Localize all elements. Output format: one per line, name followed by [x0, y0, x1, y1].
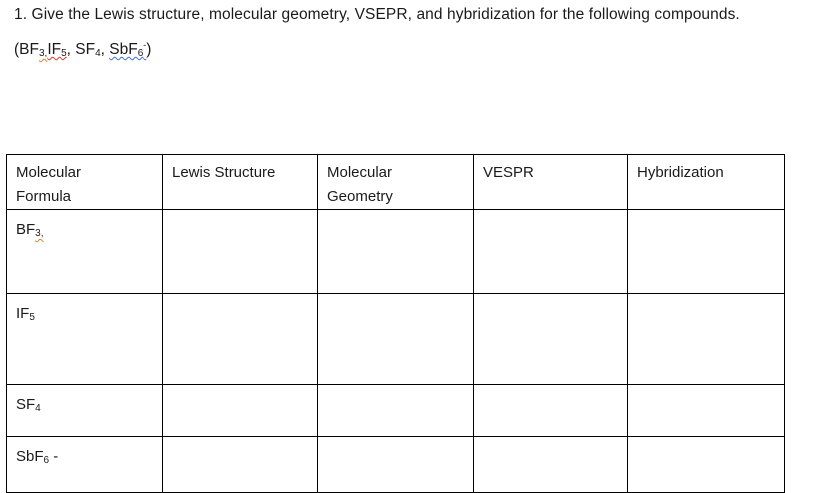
- vespr-cell-bf3[interactable]: [474, 210, 628, 294]
- header-vespr-label: VESPR: [483, 164, 534, 181]
- hybridization-cell-sf4[interactable]: [628, 385, 785, 437]
- hybridization-cell-if5[interactable]: [628, 294, 785, 385]
- compound-list-close: ): [146, 41, 152, 58]
- table-row-bf3: [7, 210, 785, 294]
- formula-cell-sf4: [7, 385, 163, 437]
- lewis-structure-cell-if5[interactable]: [163, 294, 318, 385]
- compound-sbf6-subscript: 6: [137, 48, 144, 59]
- compound-separator-1: , SF: [66, 41, 96, 58]
- compound-separator-2: ,: [100, 41, 110, 58]
- hybridization-cell-sbf6[interactable]: [628, 437, 785, 493]
- compound-sbf6-prefix: SbF: [109, 41, 138, 58]
- header-molecular-geometry-line1: Molecular: [327, 164, 393, 181]
- header-lewis-structure: [163, 155, 318, 210]
- formula-if5-subscript: 5: [29, 312, 35, 323]
- header-molecular-geometry: [318, 155, 474, 210]
- formula-sbf6-suffix: -: [49, 448, 59, 465]
- molecular-geometry-cell-if5[interactable]: [318, 294, 474, 385]
- formula-cell-sbf6: [7, 437, 163, 493]
- formula-if5-prefix: IF: [16, 305, 30, 322]
- table-row-sbf6: [7, 437, 785, 493]
- compound-if5: [47, 41, 66, 58]
- molecular-geometry-cell-sbf6[interactable]: [318, 437, 474, 493]
- compound-list: [14, 40, 151, 59]
- header-molecular-geometry-line2: Geometry: [327, 188, 393, 205]
- vespr-cell-sbf6[interactable]: [474, 437, 628, 493]
- compound-sbf6-charge: -: [143, 40, 147, 50]
- compound-bf3-subscript: 3,: [38, 48, 48, 59]
- table-row-if5: [7, 294, 785, 385]
- lewis-structure-cell-sf4[interactable]: [163, 385, 318, 437]
- table-header-row: [7, 155, 785, 210]
- vespr-cell-sf4[interactable]: [474, 385, 628, 437]
- header-hybridization: [628, 155, 785, 210]
- vespr-cell-if5[interactable]: [474, 294, 628, 385]
- formula-bf3-subscript: 3,: [35, 228, 44, 239]
- header-vespr: [474, 155, 628, 210]
- formula-cell-if5: [7, 294, 163, 385]
- molecular-geometry-cell-sf4[interactable]: [318, 385, 474, 437]
- header-lewis-structure-label: Lewis Structure: [172, 164, 276, 181]
- compound-sbf6: [109, 41, 146, 58]
- formula-sf4-prefix: SF: [16, 396, 36, 413]
- compound-if5-subscript: 5: [61, 48, 67, 59]
- formula-sf4-subscript: 4: [35, 403, 41, 414]
- formula-sbf6-prefix: SbF: [16, 448, 44, 465]
- header-molecular-formula-line2: Formula: [16, 188, 72, 205]
- header-molecular-formula-line1: Molecular: [16, 164, 82, 181]
- compound-sf4-subscript: 4: [95, 48, 101, 59]
- formula-sbf6-subscript: 6: [43, 455, 50, 466]
- formula-bf3-prefix: BF: [16, 221, 36, 238]
- lewis-structure-cell-sbf6[interactable]: [163, 437, 318, 493]
- molecular-geometry-cell-bf3[interactable]: [318, 210, 474, 294]
- table-row-sf4: [7, 385, 785, 437]
- header-molecular-formula: [7, 155, 163, 210]
- formula-cell-bf3: [7, 210, 163, 294]
- header-hybridization-label: Hybridization: [637, 164, 724, 181]
- lewis-structure-cell-bf3[interactable]: [163, 210, 318, 294]
- compound-list-open: (BF: [14, 41, 39, 58]
- compound-if5-prefix: IF: [47, 41, 62, 58]
- compounds-table: [6, 154, 785, 493]
- hybridization-cell-bf3[interactable]: [628, 210, 785, 294]
- question-text: 1. Give the Lewis structure, molecular geometry, VSEPR, and hybridization for the following compounds.: [14, 6, 740, 23]
